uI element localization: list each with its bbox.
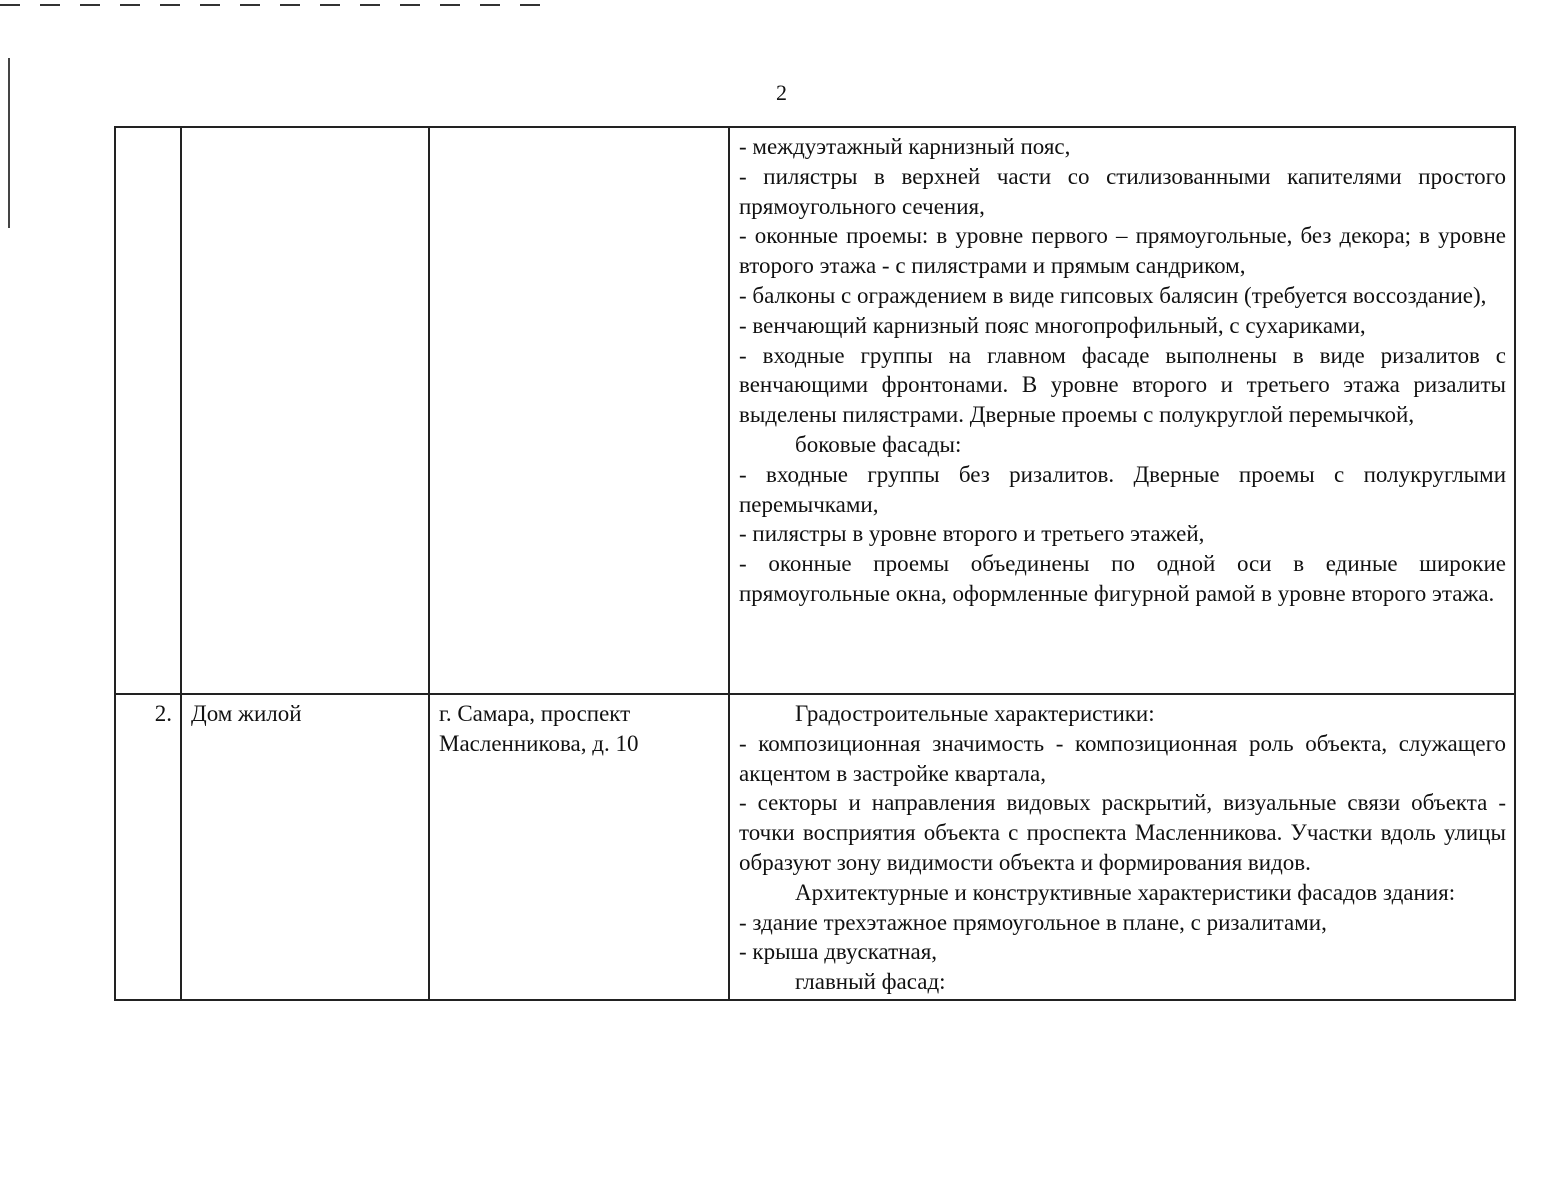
description-line: главный фасад: [795,969,946,995]
page-number: 2 [776,80,787,105]
address-line: Масленникова, д. 10 [439,730,639,756]
description-line: боковые фасады: [795,431,962,457]
object-description [729,127,1515,694]
description-line: - секторы и направления видовых раскрытий, визуальные связи объекта - точки восприятия объекта с проспекта Масленникова. Участки вдоль улицы образуют зону видимости объекта и формирования видов. [739,790,1506,875]
table-row [115,127,1515,694]
row-number: 2. [115,694,181,1000]
description-line: - венчающий карнизный пояс многопрофильный, с сухариками, [739,312,1366,338]
description-line: - здание трехэтажное прямоугольное в плане, с ризалитами, [739,909,1327,935]
address-line: г. Самара, проспект [439,701,631,726]
row-number [115,127,181,694]
description-line: - входные группы без ризалитов. Дверные проемы с полукруглыми перемычками, [739,461,1506,517]
table-row [115,694,1515,1000]
heritage-table [114,126,1516,1001]
description-line: - балконы с ограждением в виде гипсовых балясин (требуется воссоздание), [739,282,1487,308]
description-line: Градостроительные характеристики: [795,701,1155,726]
description-line: - оконные проемы объединены по одной оси в единые широкие прямоугольные окна, оформленные фигурной рамой в уровне второго этажа. [739,551,1506,606]
object-name [181,127,429,694]
object-name: Дом жилой [181,694,429,1000]
description-line: - междуэтажный карнизный пояс, [739,134,1071,159]
description-line: Архитектурные и конструктивные характеристики фасадов здания: [795,879,1456,905]
description-line: - пилястры в уровне второго и третьего этажей, [739,521,1205,547]
object-address [429,127,729,694]
description-line: - пилястры в верхней части со стилизованными капителями простого прямоугольного сечения, [739,163,1506,219]
description-line: - крыша двускатная, [739,939,938,965]
description-line: - оконные проемы: в уровне первого – прямоугольные, без декора; в уровне второго этажа - с пилястрами и прямым сандриком, [739,223,1506,279]
description-line: - входные группы на главном фасаде выполнены в виде ризалитов с венчающими фронтонами. В уровне второго и третьего этажа ризалиты выделены пилястрами. Дверные проемы с полукруглой перемычкой, [739,342,1506,428]
description-line: - композиционная значимость - композиционная роль объекта, служащего акцентом в застройке квартала, [739,730,1506,786]
object-address [429,694,729,1000]
object-description [729,694,1515,1000]
header-dash-line [0,0,560,10]
